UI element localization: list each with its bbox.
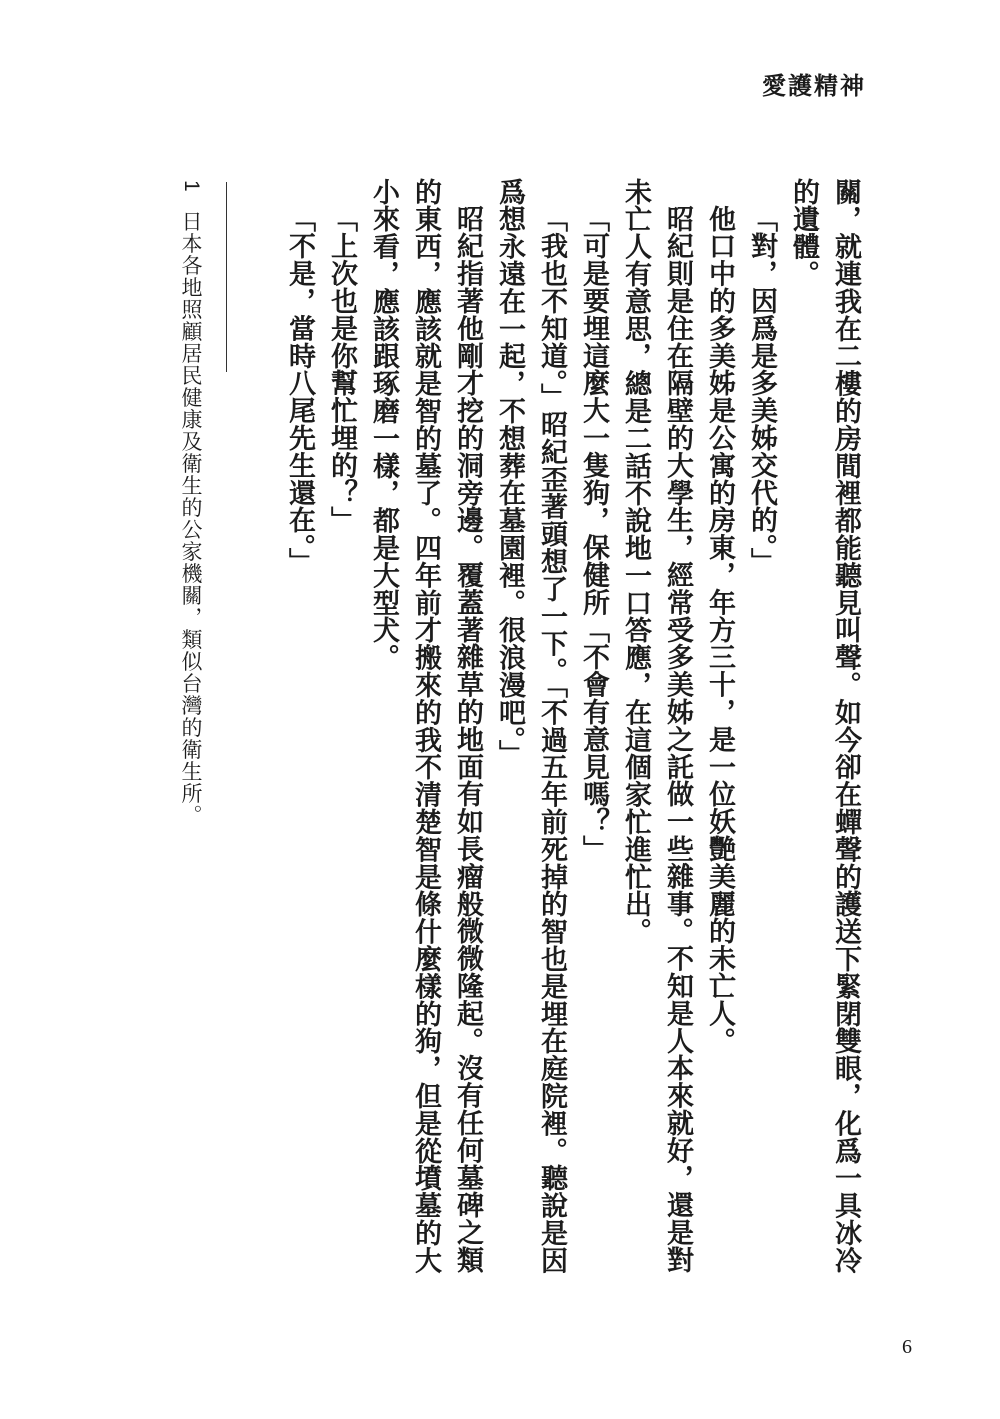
- main-text: [278, 178, 866, 1298]
- paragraph: 昭紀則是住在隔壁的大學生，經常受多美姊之託做一些雜事。不知是人本來就好，還是對未亡人有意思，總是二話不說地一口答應，在這個家忙進忙出。: [620, 178, 693, 1274]
- paragraph: 「對，因爲是多美姊交代的。」: [746, 205, 777, 576]
- paragraph: 昭紀指著他剛才挖的洞旁邊。覆蓋著雜草的地面有如長瘤般微微隆起。沒有任何墓碑之類的東西，應該就是智的墓了。四年前才搬來的我不清楚智是條什麼樣的狗，但是從墳墓的大小來看，應該跟琢磨一樣，都是大型犬。: [368, 178, 483, 1274]
- paragraph: 他口中的多美姊是公寓的房東，年方三十，是一位妖艷美麗的未亡人。: [704, 205, 735, 1055]
- footnote-number: 1: [180, 180, 203, 193]
- paragraph: 關，就連我在二樓的房間裡都能聽見叫聲。如今卻在蟬聲的護送下緊閉雙眼，化爲一具冰冷的遺體。: [788, 178, 861, 1274]
- paragraph: 「我也不知道。」昭紀歪著頭想了一下。「不過五年前死掉的智也是埋在庭院裡。聽說是因爲想永遠在一起，不想葬在墓園裡。很浪漫吧。」: [494, 178, 567, 1274]
- paragraph: 「可是要埋這麼大一隻狗，保健所「不會有意見嗎？」: [578, 205, 609, 863]
- page-number: 6: [902, 1336, 912, 1358]
- paragraph: 「不是，當時八尾先生還在。」: [284, 205, 315, 576]
- paragraph: 「上次也是你幫忙埋的？」: [326, 205, 357, 534]
- footnote-divider: [226, 182, 227, 372]
- footnote: [176, 180, 206, 880]
- footnote-text: 日本各地照顧居民健康及衛生的公家機關，類似台灣的衛生所。: [179, 210, 203, 827]
- running-head: 愛護精神: [762, 72, 866, 100]
